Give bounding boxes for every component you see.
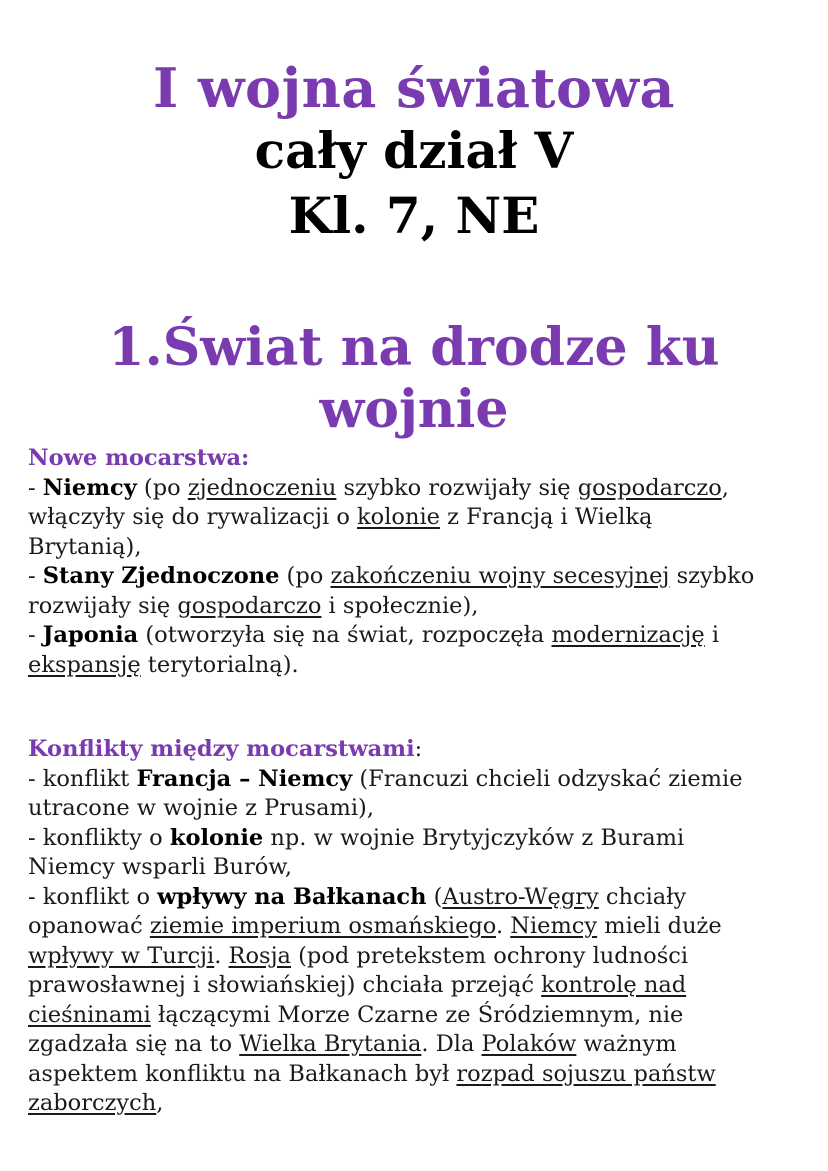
text-line: - Japonia (otworzyła się na świat, rozpoczęła modernizację i bbox=[28, 622, 720, 648]
keyword: wpływy na Bałkanach bbox=[157, 883, 427, 910]
text-line: zaborczych, bbox=[28, 1090, 164, 1116]
text-line: wpływy w Turcji. Rosja (pod pretekstem ochrony ludności bbox=[28, 942, 689, 969]
underlined-term: ekspansję bbox=[28, 651, 141, 678]
underlined-term: ziemie imperium osmańskiego bbox=[149, 913, 496, 939]
powers-paragraph bbox=[28, 444, 818, 680]
text-line: ekspansję terytorialną). bbox=[28, 651, 299, 678]
text-line: Niemcy wsparli Burów, bbox=[28, 854, 292, 880]
text-line: - konflikty o kolonie np. w wojnie Brytyjczyków z Burami bbox=[28, 824, 685, 851]
text-line: aspektem konfliktu na Bałkanach był rozpad sojuszu państw bbox=[28, 1060, 716, 1087]
powers-heading: Nowe mocarstwa: bbox=[28, 445, 250, 471]
underlined-term: kolonie bbox=[357, 504, 440, 530]
underlined-term: cieśninami bbox=[28, 1001, 151, 1028]
text-line: - konflikt o wpływy na Bałkanach (Austro-Węgry chciały bbox=[28, 883, 687, 910]
conflicts-paragraph bbox=[28, 735, 818, 1119]
section-title: 1.Świat na drodze ku bbox=[108, 317, 720, 378]
text-line: zgadzała się na to Wielka Brytania. Dla Polaków ważnym bbox=[28, 1031, 677, 1057]
underlined-term: wpływy w Turcji bbox=[28, 942, 215, 969]
text-line: Brytanią), bbox=[28, 533, 142, 560]
text-line: prawosławnej i słowiańskiej) chciała przejąć kontrolę nad bbox=[28, 972, 687, 998]
section-title-continued: wojnie bbox=[319, 379, 509, 440]
underlined-term: zaborczych bbox=[28, 1090, 157, 1116]
document-subtitle-class: Kl. 7, NE bbox=[288, 186, 540, 245]
text-line: cieśninami łączącymi Morze Czarne ze Śródziemnym, nie bbox=[28, 1001, 684, 1028]
underlined-term: Austro-Węgry bbox=[442, 883, 599, 910]
underlined-term: Wielka Brytania bbox=[239, 1031, 422, 1057]
keyword: Francja – Niemcy bbox=[136, 765, 353, 792]
conflicts-heading: Konflikty między mocarstwami bbox=[28, 736, 415, 762]
conflicts-heading-line: Konflikty między mocarstwami: bbox=[28, 736, 423, 762]
keyword: Niemcy bbox=[42, 474, 137, 501]
underlined-term: zjednoczeniu bbox=[187, 474, 337, 501]
keyword: Japonia bbox=[42, 622, 139, 648]
underlined-term: Niemcy bbox=[510, 913, 598, 939]
document-title: I wojna światowa bbox=[153, 56, 675, 120]
underlined-term: modernizację bbox=[551, 622, 705, 648]
text-line: rozwijały się gospodarczo i społecznie), bbox=[28, 592, 479, 619]
underlined-term: kontrolę nad bbox=[541, 972, 687, 998]
underlined-term: Polaków bbox=[481, 1031, 577, 1057]
text-line: opanować ziemie imperium osmańskiego. Niemcy mieli duże bbox=[28, 913, 722, 939]
underlined-term: Rosja bbox=[228, 942, 291, 969]
text-line: - konflikt Francja – Niemcy (Francuzi chcieli odzyskać ziemie bbox=[28, 765, 743, 792]
text-line: utracone w wojnie z Prusami), bbox=[28, 795, 374, 821]
document-subtitle-scope: cały dział V bbox=[254, 121, 574, 180]
keyword: Stany Zjednoczone bbox=[42, 563, 280, 589]
text-line: włączyły się do rywalizacji o kolonie z Francją i Wielką bbox=[28, 504, 653, 530]
underlined-term: gospodarczo bbox=[177, 592, 322, 619]
keyword: kolonie bbox=[169, 824, 264, 851]
text-line: - Stany Zjednoczone (po zakończeniu wojny secesyjnej szybko bbox=[28, 563, 755, 589]
text-line: - Niemcy (po zjednoczeniu szybko rozwijały się gospodarczo, bbox=[28, 474, 729, 501]
underlined-term: rozpad sojuszu państw bbox=[456, 1060, 716, 1087]
underlined-term: gospodarczo bbox=[577, 474, 722, 501]
underlined-term: zakończeniu wojny secesyjnej bbox=[330, 563, 670, 589]
